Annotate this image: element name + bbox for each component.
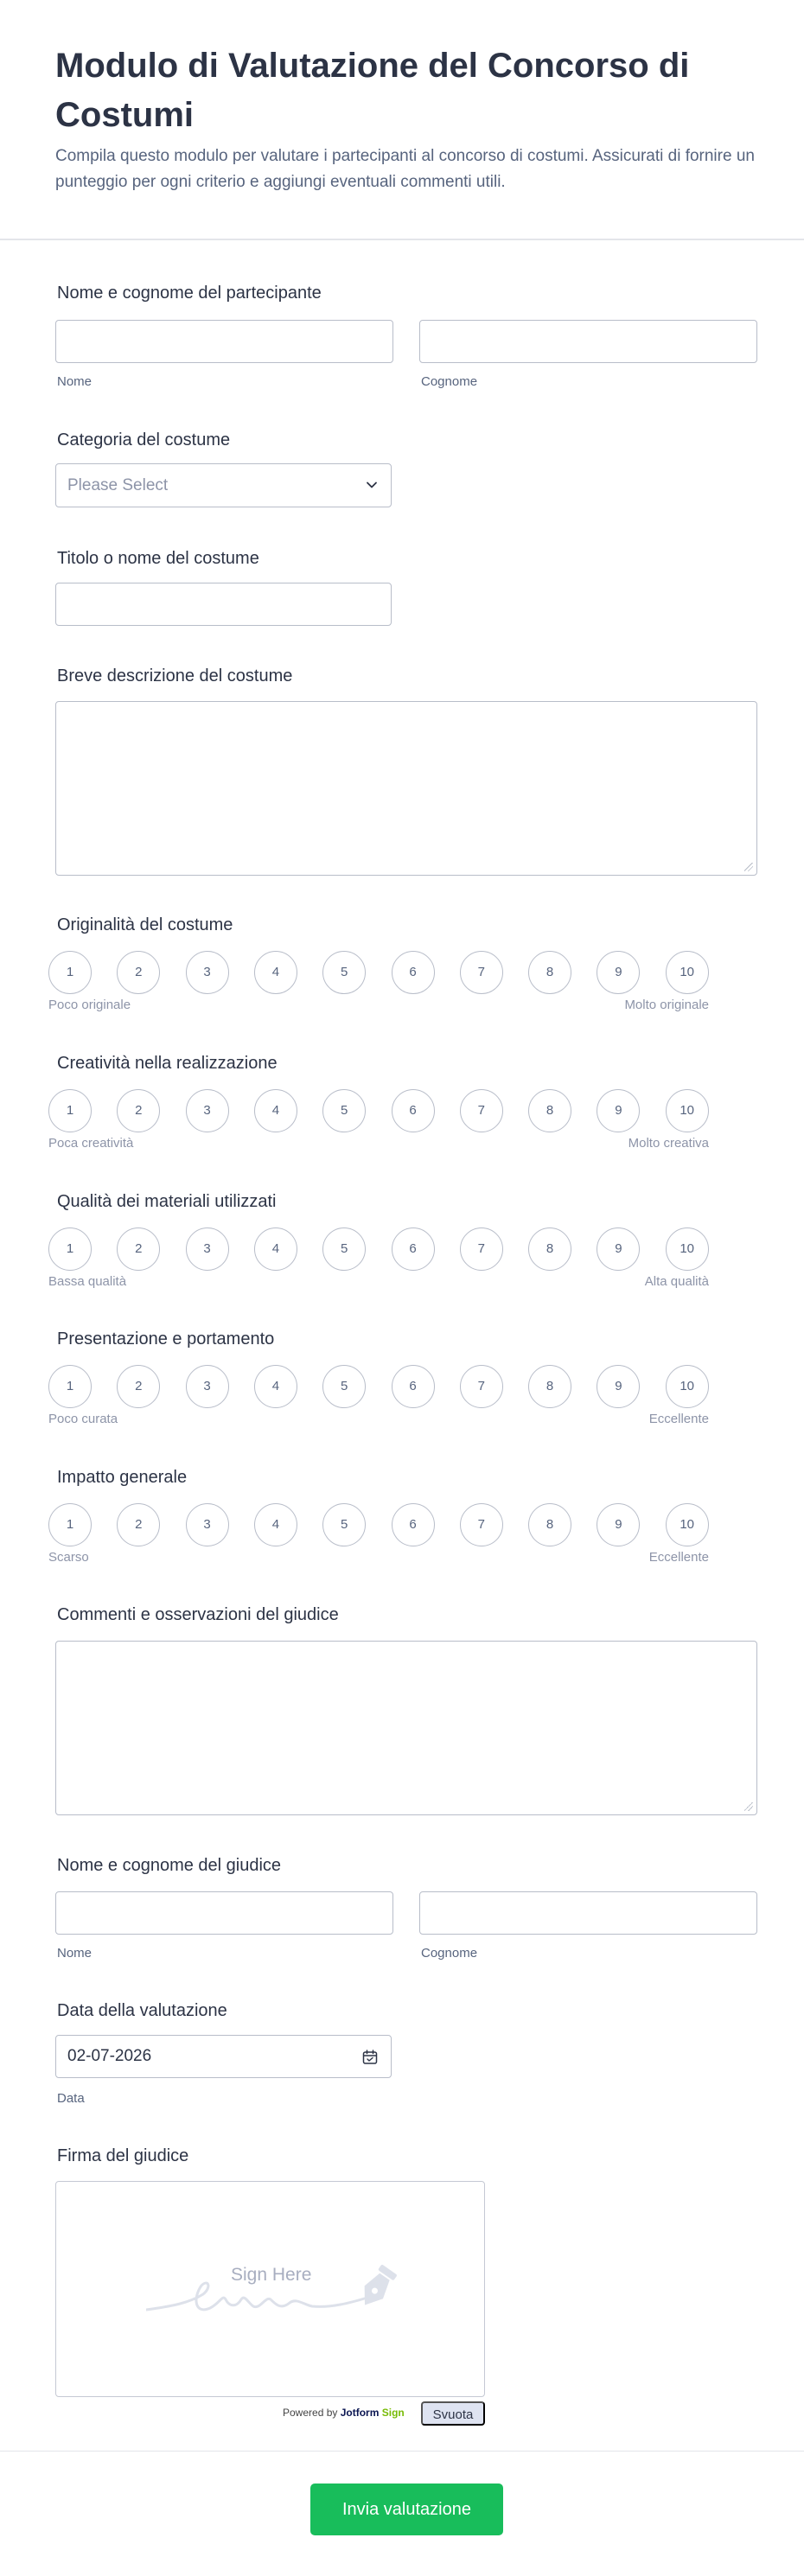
rating-option-7[interactable]: 7 (460, 951, 503, 994)
rating-option-1[interactable]: 1 (48, 1089, 92, 1132)
category-placeholder: Please Select (67, 476, 169, 494)
rating-scale-low-label: Bassa qualità (48, 1274, 127, 1289)
rating-scale-low-label: Scarso (48, 1550, 89, 1565)
costume-title-label: Titolo o nome del costume (57, 549, 259, 568)
judge-last-name-sublabel: Cognome (421, 1946, 478, 1961)
rating-scale-label: Originalità del costume (57, 915, 233, 934)
participant-last-name-input[interactable] (419, 320, 757, 363)
rating-option-7[interactable]: 7 (460, 1503, 503, 1546)
date-sublabel: Data (57, 2091, 85, 2106)
comments-textarea[interactable] (55, 1641, 757, 1815)
rating-option-3[interactable]: 3 (186, 1365, 229, 1408)
rating-option-4[interactable]: 4 (254, 1503, 297, 1546)
rating-scale-options (48, 1089, 709, 1134)
calendar-icon[interactable] (361, 2049, 379, 2066)
rating-scale-options (48, 951, 709, 996)
rating-option-1[interactable]: 1 (48, 1227, 92, 1271)
costume-title-input[interactable] (55, 583, 392, 626)
category-label: Categoria del costume (57, 430, 231, 450)
rating-option-7[interactable]: 7 (460, 1089, 503, 1132)
rating-option-8[interactable]: 8 (528, 1503, 571, 1546)
rating-option-2[interactable]: 2 (117, 951, 160, 994)
rating-scale-high-label: Molto originale (624, 998, 709, 1012)
rating-option-5[interactable]: 5 (322, 1365, 366, 1408)
rating-option-5[interactable]: 5 (322, 1503, 366, 1546)
rating-scale-options (48, 1227, 709, 1272)
rating-option-2[interactable]: 2 (117, 1227, 160, 1271)
rating-option-3[interactable]: 3 (186, 1227, 229, 1271)
judge-name-label: Nome e cognome del giudice (57, 1856, 282, 1875)
date-label: Data della valutazione (57, 2001, 227, 2020)
rating-option-2[interactable]: 2 (117, 1365, 160, 1408)
rating-scale-label: Creatività nella realizzazione (57, 1054, 278, 1073)
rating-option-5[interactable]: 5 (322, 1089, 366, 1132)
judge-first-name-sublabel: Nome (57, 1946, 93, 1961)
form-description: Compila questo modulo per valutare i partecipanti al concorso di costumi. Assicurati di fornire un punteggio per ogni criterio e aggiungi eventuali commenti utili. (55, 147, 755, 191)
rating-scale-high-label: Molto creativa (628, 1136, 709, 1151)
signature-label: Firma del giudice (57, 2146, 189, 2165)
costume-description-textarea[interactable] (55, 701, 757, 876)
participant-last-name-sublabel: Cognome (421, 374, 478, 389)
rating-option-10[interactable]: 10 (666, 1503, 709, 1546)
submit-button[interactable]: Invia valutazione (310, 2484, 503, 2535)
comments-label: Commenti e osservazioni del giudice (57, 1605, 339, 1624)
rating-option-2[interactable]: 2 (117, 1503, 160, 1546)
rating-option-6[interactable]: 6 (392, 1089, 435, 1132)
rating-option-4[interactable]: 4 (254, 1227, 297, 1271)
rating-option-4[interactable]: 4 (254, 1365, 297, 1408)
rating-scale-high-label: Eccellente (648, 1550, 709, 1565)
rating-option-9[interactable]: 9 (597, 1089, 640, 1132)
sign-brand-text: Sign (381, 2407, 405, 2419)
rating-option-6[interactable]: 6 (392, 1227, 435, 1271)
rating-option-8[interactable]: 8 (528, 1365, 571, 1408)
rating-option-4[interactable]: 4 (254, 951, 297, 994)
rating-option-9[interactable]: 9 (597, 951, 640, 994)
rating-option-1[interactable]: 1 (48, 1365, 92, 1408)
jotform-brand-text: Jotform (340, 2407, 380, 2419)
participant-first-name-sublabel: Nome (57, 374, 93, 389)
resize-handle-icon[interactable] (744, 1802, 753, 1811)
rating-option-6[interactable]: 6 (392, 951, 435, 994)
rating-scale-options (48, 1503, 709, 1548)
rating-option-9[interactable]: 9 (597, 1227, 640, 1271)
date-value: 02-07-2026 (67, 2047, 152, 2065)
participant-name-label: Nome e cognome del partecipante (57, 284, 322, 303)
rating-option-9[interactable]: 9 (597, 1503, 640, 1546)
rating-scale-label: Qualità dei materiali utilizzati (57, 1192, 277, 1211)
rating-option-8[interactable]: 8 (528, 1227, 571, 1271)
signature-pad[interactable] (55, 2181, 485, 2397)
rating-scale-high-label: Alta qualità (644, 1274, 709, 1289)
rating-scale-low-label: Poca creatività (48, 1136, 134, 1151)
rating-option-9[interactable]: 9 (597, 1365, 640, 1408)
chevron-down-icon (364, 477, 380, 493)
signature-placeholder: Sign Here (231, 2265, 312, 2285)
rating-option-5[interactable]: 5 (322, 951, 366, 994)
rating-option-6[interactable]: 6 (392, 1365, 435, 1408)
rating-option-10[interactable]: 10 (666, 1089, 709, 1132)
rating-option-3[interactable]: 3 (186, 1503, 229, 1546)
category-select[interactable] (55, 463, 392, 507)
form-title: Modulo di Valutazione del Concorso di Costumi (55, 47, 690, 134)
rating-option-8[interactable]: 8 (528, 1089, 571, 1132)
rating-scale-low-label: Poco curata (48, 1412, 118, 1426)
rating-option-2[interactable]: 2 (117, 1089, 160, 1132)
rating-option-7[interactable]: 7 (460, 1227, 503, 1271)
rating-option-3[interactable]: 3 (186, 1089, 229, 1132)
judge-last-name-input[interactable] (419, 1891, 757, 1935)
rating-scale-high-label: Eccellente (648, 1412, 709, 1426)
rating-option-10[interactable]: 10 (666, 1227, 709, 1271)
participant-first-name-input[interactable] (55, 320, 393, 363)
rating-option-6[interactable]: 6 (392, 1503, 435, 1546)
rating-option-8[interactable]: 8 (528, 951, 571, 994)
date-input[interactable] (55, 2035, 392, 2078)
rating-option-1[interactable]: 1 (48, 1503, 92, 1546)
resize-handle-icon[interactable] (744, 863, 753, 871)
rating-scale-label: Impatto generale (57, 1468, 188, 1487)
rating-option-7[interactable]: 7 (460, 1365, 503, 1408)
clear-signature-button[interactable]: Svuota (421, 2401, 485, 2426)
rating-option-5[interactable]: 5 (322, 1227, 366, 1271)
powered-by-text (283, 2405, 405, 2420)
footer-divider (0, 2451, 804, 2452)
rating-option-1[interactable]: 1 (48, 951, 92, 994)
rating-option-4[interactable]: 4 (254, 1089, 297, 1132)
rating-scale-label: Presentazione e portamento (57, 1329, 275, 1349)
rating-option-10[interactable]: 10 (666, 1365, 709, 1408)
jotform-sign-logo (341, 2407, 405, 2419)
powered-by-prefix: Powered by (283, 2407, 338, 2419)
costume-description-label: Breve descrizione del costume (57, 666, 293, 685)
rating-option-3[interactable]: 3 (186, 951, 229, 994)
form-header (0, 0, 804, 240)
rating-option-10[interactable]: 10 (666, 951, 709, 994)
judge-first-name-input[interactable] (55, 1891, 393, 1935)
rating-scale-low-label: Poco originale (48, 998, 131, 1012)
rating-scale-options (48, 1365, 709, 1410)
